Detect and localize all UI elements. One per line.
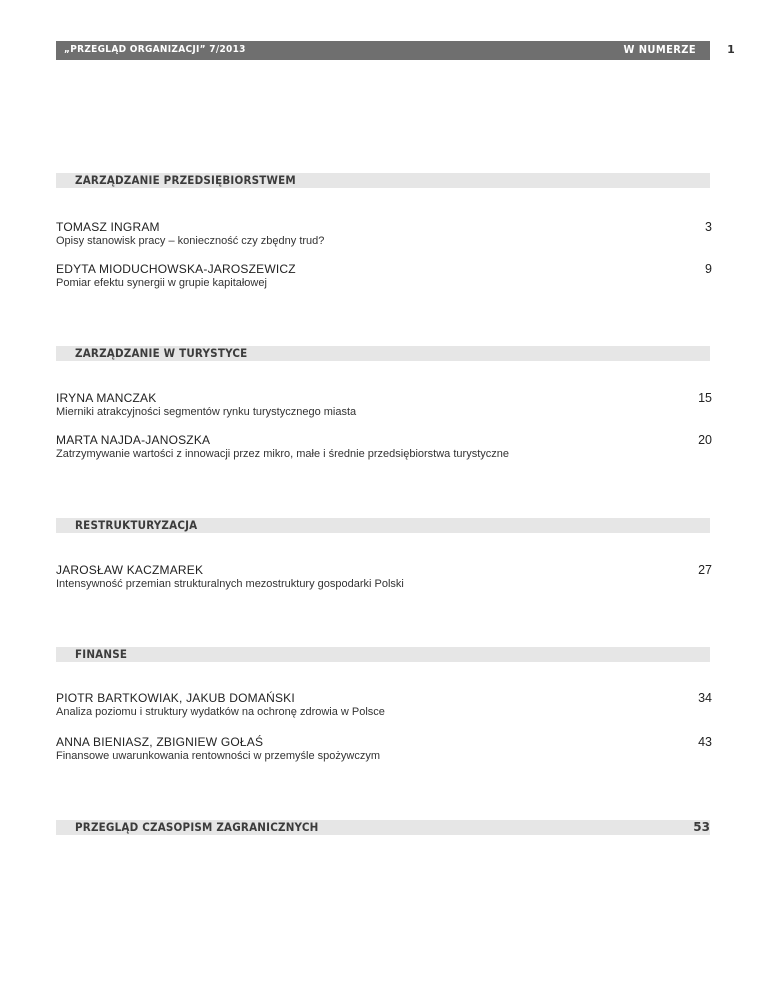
page-number: 1 — [727, 43, 735, 56]
article-authors: MARTA NAJDA-JANOSZKA — [56, 433, 211, 447]
article-page: 20 — [698, 433, 712, 447]
running-header — [56, 41, 710, 60]
article-authors: PIOTR BARTKOWIAK, JAKUB DOMAŃSKI — [56, 691, 295, 705]
article-page: 9 — [705, 262, 712, 276]
article-authors: TOMASZ INGRAM — [56, 220, 160, 234]
section-title: FINANSE — [75, 647, 128, 661]
section-title: ZARZĄDZANIE PRZEDSIĘBIORSTWEM — [75, 173, 296, 187]
article-page: 43 — [698, 735, 712, 749]
section-header-zarzadzanie-przedsiebiorstwem — [56, 173, 710, 188]
section-title: RESTRUKTURYZACJA — [75, 518, 198, 532]
article-page: 3 — [705, 220, 712, 234]
section-label: W NUMERZE — [623, 43, 696, 56]
section-header-finanse — [56, 647, 710, 662]
article-authors: JAROSŁAW KACZMAREK — [56, 563, 204, 577]
section-header-zarzadzanie-w-turystyce — [56, 346, 710, 361]
article-page: 15 — [698, 391, 712, 405]
section-header-restrukturyzacja — [56, 518, 710, 533]
article-title: Mierniki atrakcyjności segmentów rynku turystycznego miasta — [56, 406, 357, 418]
article-title: Finansowe uwarunkowania rentowności w przemyśle spożywczym — [56, 750, 381, 762]
article-title: Pomiar efektu synergii w grupie kapitałowej — [56, 277, 267, 289]
article-authors: EDYTA MIODUCHOWSKA-JAROSZEWICZ — [56, 262, 296, 276]
article-title: Analiza poziomu i struktury wydatków na ochronę zdrowia w Polsce — [56, 706, 385, 718]
section-header-przeglad-czasopism[interactable] — [56, 820, 710, 835]
article-title: Opisy stanowisk pracy – konieczność czy zbędny trud? — [56, 235, 325, 247]
section-title: ZARZĄDZANIE W TURYSTYCE — [75, 346, 248, 360]
article-authors: ANNA BIENIASZ, ZBIGNIEW GOŁAŚ — [56, 735, 264, 749]
section-page: 53 — [693, 820, 710, 834]
section-title: PRZEGLĄD CZASOPISM ZAGRANICZNYCH — [75, 820, 319, 834]
article-page: 34 — [698, 691, 712, 705]
article-title: Intensywność przemian strukturalnych mezostruktury gospodarki Polski — [56, 578, 404, 590]
journal-issue-label: „PRZEGLĄD ORGANIZACJI” 7/2013 — [64, 44, 246, 55]
article-title: Zatrzymywanie wartości z innowacji przez mikro, małe i średnie przedsiębiorstwa turystyczne — [56, 448, 509, 460]
article-page: 27 — [698, 563, 712, 577]
article-authors: IRYNA MANCZAK — [56, 391, 157, 405]
